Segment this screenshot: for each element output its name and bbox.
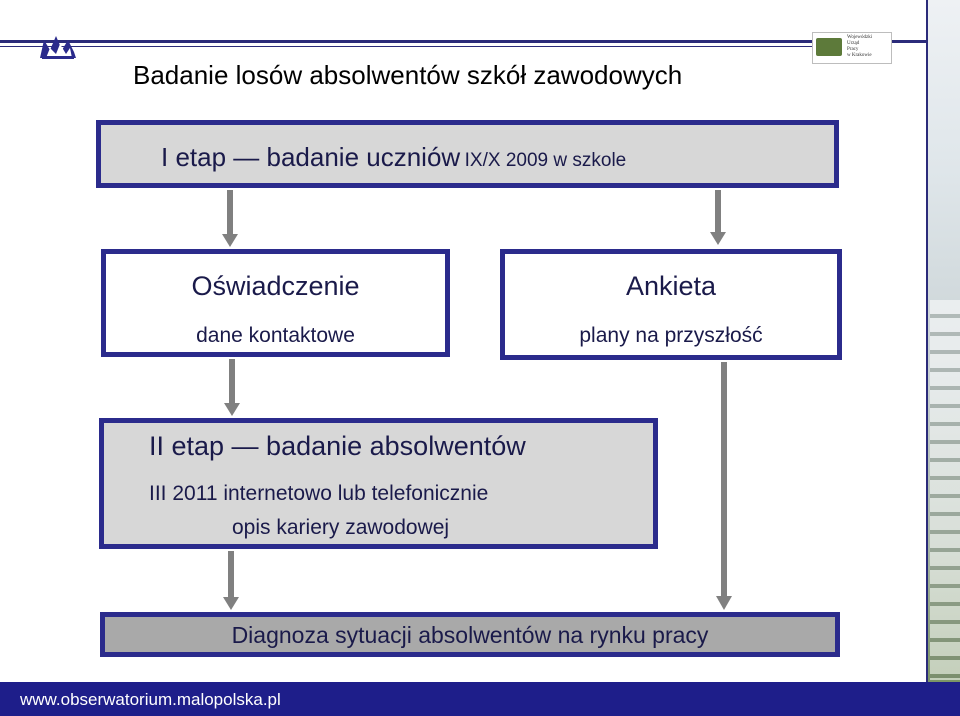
side-strip-line xyxy=(926,0,928,682)
stage1-box xyxy=(96,120,839,188)
wup-emblem-icon xyxy=(812,32,892,64)
arrow-declaration-to-stage2 xyxy=(222,359,242,417)
footer-url-link[interactable]: www.obserwatorium.malopolska.pl xyxy=(20,690,281,709)
footer-bar xyxy=(0,682,960,716)
logo-right-text xyxy=(847,35,872,59)
stage1-detail: IX/X 2009 w szkole xyxy=(464,150,627,171)
crown-logo-icon xyxy=(38,32,78,60)
diagnosis-box xyxy=(100,612,840,657)
declaration-heading: Oświadczenie xyxy=(191,271,360,301)
page-title: Badanie losów absolwentów szkół zawodowych xyxy=(133,60,683,90)
stage2-box xyxy=(99,418,658,549)
header-rule-bottom xyxy=(0,46,812,47)
arrow-stage1-to-declaration xyxy=(220,190,240,248)
logo-text-line: Wojewódzki xyxy=(847,35,873,40)
declaration-box xyxy=(101,249,450,357)
stage1-text xyxy=(161,142,626,173)
emblem-icon xyxy=(816,38,842,56)
survey-sub: plany na przyszłość xyxy=(579,324,763,347)
stage1-main: I etap — badanie uczniów xyxy=(161,142,461,172)
diagnosis-text: Diagnoza sytuacji absolwentów na rynku pracy xyxy=(231,622,709,648)
header-rule-top xyxy=(0,40,812,43)
stage2-main: II etap — badanie absolwentów xyxy=(149,431,526,461)
stage2-line3: opis kariery zawodowej xyxy=(232,516,450,539)
keyboard-image xyxy=(930,300,960,680)
stage2-line2: III 2011 internetowo lub telefonicznie xyxy=(149,482,489,505)
logo-text-line: w Krakowie xyxy=(847,53,872,58)
arrow-stage1-to-survey xyxy=(708,190,728,246)
decorative-side-strip xyxy=(926,0,960,682)
arrow-stage2-to-diagnosis xyxy=(221,551,241,611)
logo-text-line: Urząd xyxy=(847,41,860,46)
arrow-survey-to-diagnosis xyxy=(714,362,734,611)
logo-text-line: Pracy xyxy=(847,47,859,52)
header-rule-right xyxy=(890,40,930,43)
survey-box xyxy=(500,249,842,360)
declaration-sub: dane kontaktowe xyxy=(196,324,355,347)
survey-heading: Ankieta xyxy=(625,271,717,301)
